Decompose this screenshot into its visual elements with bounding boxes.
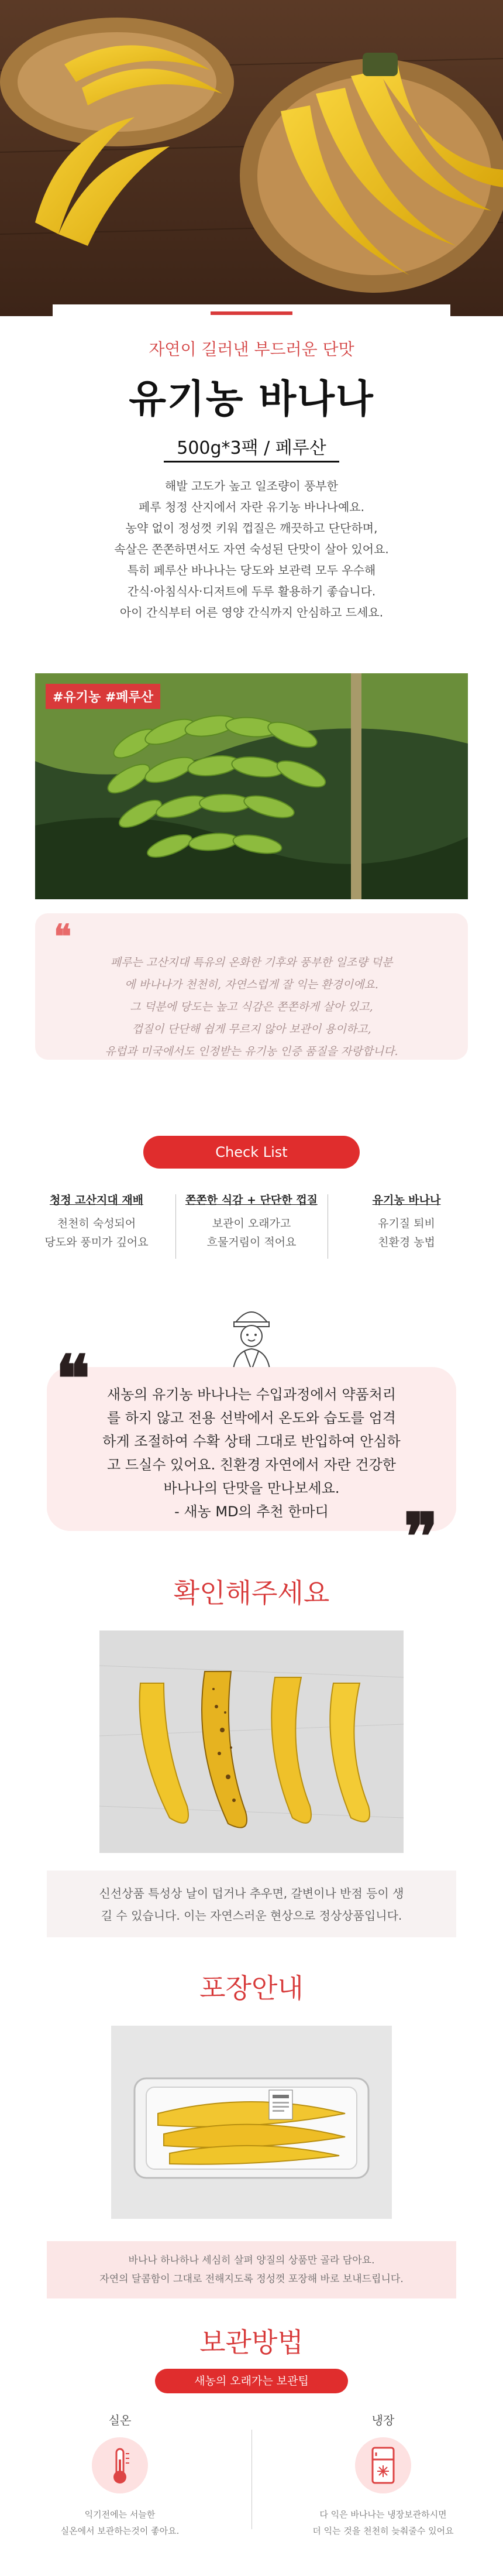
product-spec: 500g*3팩 / 페루산 — [177, 438, 326, 458]
check-divider — [175, 1194, 176, 1259]
product-title: 유기농 바나나 — [129, 376, 374, 422]
spec-underline — [164, 461, 339, 463]
check-item-highland — [23, 1191, 170, 1252]
quote-line: 에 바나나가 천천히, 자연스럽게 잘 익는 환경이에요. — [125, 978, 378, 991]
check-item-line: 당도와 풍미가 깊어요 — [44, 1236, 149, 1249]
storage-section-title: 보관방법 — [199, 2327, 304, 2358]
quote-line: 페루는 고산지대 특유의 온화한 기후와 풍부한 일조량 덕분 — [110, 956, 393, 969]
package-note-text — [58, 2251, 445, 2289]
quote-open-icon: ❝ — [56, 1341, 91, 1416]
check-item-line: 유기질 퇴비 — [378, 1217, 435, 1230]
storage-line: 익기전에는 서늘한 — [84, 2509, 156, 2520]
md-line: 바나나의 단맛을 만나보세요. — [163, 1480, 340, 1496]
intro-line: 농약 없이 정성껏 키워 껍질은 깨끗하고 단단하며, — [125, 521, 378, 535]
md-line: 고 드실수 있어요. 친환경 자연에서 자란 건강한 — [107, 1457, 396, 1473]
title-accent-bar — [211, 311, 292, 315]
intro-line: 특히 페루산 바나나는 당도와 보관력 모두 우수해 — [127, 563, 376, 577]
product-tags: #유기농 #페루산 — [46, 684, 160, 709]
storage-line: 실온에서 보관하는것이 좋아요. — [60, 2526, 180, 2536]
check-item-line: 천천히 숙성되어 — [57, 1217, 136, 1230]
md-line: 하게 조절하여 수확 상태 그대로 반입하여 안심하 — [102, 1433, 401, 1450]
refrigerator-icon — [355, 2437, 411, 2493]
intro-line: 아이 간식부터 어른 영양 간식까지 안심하고 드세요. — [119, 605, 384, 619]
package-photo — [111, 2026, 392, 2219]
quote-open-icon: ❝ — [54, 917, 72, 956]
intro-line: 페루 청정 산지에서 자란 유기농 바나나예요. — [139, 500, 364, 514]
intro-line: 해발 고도가 높고 일조량이 풍부한 — [165, 479, 338, 493]
md-avatar-icon — [222, 1300, 281, 1376]
intro-line: 속살은 쫀쫀하면서도 자연 숙성된 단맛이 살아 있어요. — [114, 542, 389, 556]
check-list-pill: Check List — [143, 1136, 360, 1169]
storage-room-temp — [32, 2411, 208, 2539]
product-subtitle: 자연이 길러낸 부드러운 단맛 — [149, 340, 354, 359]
thermometer-icon — [92, 2437, 148, 2493]
check-item-line: 보관이 오래가고 — [212, 1217, 291, 1230]
check-item-texture — [178, 1191, 325, 1252]
storage-title: 냉장 — [371, 2413, 395, 2427]
md-recommendation-text — [76, 1383, 427, 1523]
check-note-line: 신선상품 특성상 날이 덥거나 추우면, 갈변이나 반점 등이 생 — [99, 1886, 404, 1900]
ripe-banana-illustration — [99, 1630, 404, 1853]
check-item-title: 청정 고산지대 재배 — [49, 1194, 144, 1207]
check-note-line: 길 수 있습니다. 이는 자연스러운 현상으로 정상상품입니다. — [101, 1909, 402, 1923]
thermometer-graphic — [92, 2437, 148, 2493]
storage-tip-pill: 새농의 오래가는 보관팁 — [155, 2369, 348, 2393]
intro-line: 간식·아침식사·디저트에 두루 활용하기 좋습니다. — [127, 584, 376, 598]
storage-title: 실온 — [108, 2413, 132, 2427]
hero-illustration — [0, 0, 503, 316]
check-item-line: 흐물거림이 적어요 — [206, 1236, 297, 1249]
refrigerator-graphic — [355, 2437, 411, 2493]
quote-line: 그 덕분에 당도는 높고 식감은 쫀쫀하게 살아 있고, — [130, 1001, 373, 1013]
ripe-banana-photo — [99, 1630, 404, 1853]
quote-line: 껍질이 단단해 쉽게 무르지 않아 보관이 용이하고, — [132, 1023, 371, 1036]
package-note-line: 바나나 하나하나 세심히 살펴 양질의 상품만 골라 담아요. — [128, 2255, 375, 2266]
check-section-title: 확인해주세요 — [173, 1577, 330, 1609]
origin-quote-text — [53, 951, 450, 1063]
product-intro — [70, 475, 433, 623]
quote-line: 유럽과 미국에서도 인정받는 유기농 인증 품질을 자랑합니다. — [105, 1045, 398, 1058]
check-note-text — [64, 1882, 439, 1927]
md-signature: - 새농 MD의 추천 한마디 — [174, 1503, 329, 1520]
quote-close-icon: ❞ — [404, 1499, 439, 1574]
package-illustration — [111, 2026, 392, 2219]
md-line: 를 하지 않고 전용 선박에서 온도와 습도를 엄격 — [107, 1410, 396, 1426]
check-item-title: 유기농 바나나 — [372, 1194, 441, 1207]
check-item-organic — [333, 1191, 480, 1252]
storage-line: 더 익는 것을 천천히 늦춰줄수 있어요 — [312, 2526, 454, 2536]
hero-banana-photo — [0, 0, 503, 316]
check-item-line: 친환경 농법 — [378, 1236, 435, 1249]
package-section-title: 포장안내 — [199, 1972, 304, 2004]
storage-refrigerated — [295, 2411, 471, 2539]
md-line: 새농의 유기농 바나나는 수입과정에서 약품처리 — [106, 1386, 397, 1403]
storage-line: 다 익은 바나나는 냉장보관하시면 — [319, 2509, 447, 2520]
check-item-title: 쫀쫀한 식감 + 단단한 껍질 — [185, 1194, 318, 1207]
package-note-line: 자연의 달콤함이 그대로 전해지도록 정성껏 포장해 바로 보내드립니다. — [99, 2273, 404, 2285]
